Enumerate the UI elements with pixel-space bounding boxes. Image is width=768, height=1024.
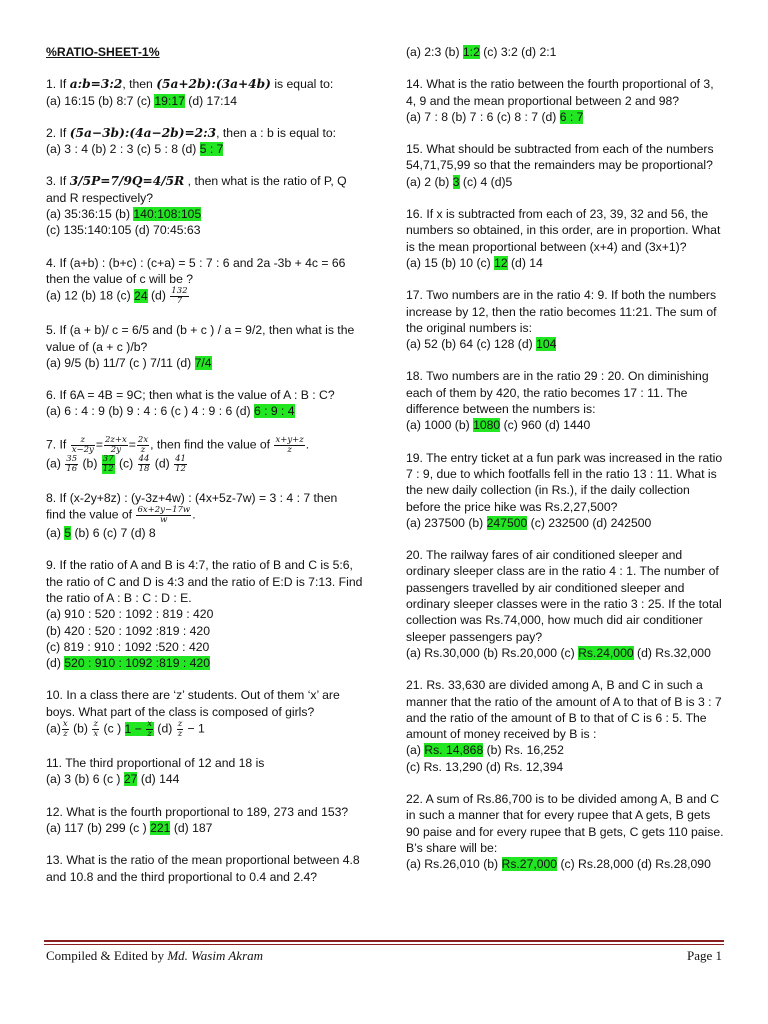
answer-highlight: 3 — [452, 174, 460, 189]
answer-highlight: 5 : 7 — [199, 142, 224, 157]
answer-highlight: 520 : 910 : 1092 :819 : 420 — [64, 656, 210, 671]
answer-highlight: Rs.27,000 — [501, 857, 558, 872]
answer-highlight: 27 — [123, 772, 138, 787]
question-16: 16. If x is subtracted from each of 23, 39, 32 and 56, the numbers so obtained, in this order, are in proportion. What is the mean proportional between (x+4) and (3x+1)? (a) 15 (b) 10 (c) 12 (d) 14 — [406, 207, 721, 270]
question-14: 14. What is the ratio between the fourth proportional of 3, 4, 9 and the mean proportional between 2 and 98? (a) 7 : 8 (b) 7 : 6 (c) 8 : 7 (d) 6 : 7 — [406, 77, 714, 124]
answer-highlight: 221 — [150, 820, 171, 835]
footer-author: Md. Wasim Akram — [167, 948, 264, 963]
answer-highlight: 6 : 9 : 4 — [253, 404, 295, 419]
answer-highlight: 12 — [494, 255, 508, 270]
question-18: 18. Two numbers are in the ratio 29 : 20. On diminishing each of them by 420, the ratio becomes 17 : 11. The difference between the numbers is: (a) 1000 (b) 1080 (c) 960 (d) 1440 — [406, 369, 709, 433]
question-1: 1. If a:b=3:2, then (5a+2b):(3a+4b) is equal to: (a) 16:15 (b) 8:7 (c) 19:17 (d) 17:14 — [46, 77, 334, 108]
question-19: 19. The entry ticket at a fun park was increased in the ratio 7 : 9, due to which footfalls fell in the ratio 13 : 11. What is the new daily collection (in Rs.), if the daily collection before the price hike was Rs.2,27,500? (a) 237500 (b) 247500 (c) 232500 (d) 242500 — [406, 450, 723, 530]
question-5: 5. If (a + b)/ c = 6/5 and (b + c ) / a = 9/2, then what is the value of (a + c )/b? (a) 9/5 (b) 11/7 (c ) 7/11 (d) 7/4 — [46, 323, 355, 370]
answer-highlight: 247500 — [486, 515, 528, 530]
left-column — [46, 44, 364, 901]
question-3: 3. If 3/5P=7/9Q=4/5R , then what is the ratio of P, Q and R respectively? (a) 35:36:15 (b) 140:108:105 (c) 135:140:105 (d) 70:45:63 — [46, 174, 347, 238]
question-15: 15. What should be subtracted from each of the numbers 54,71,75,99 so that the remainders may be proportional? (a) 2 (b) 3 (c) 4 (d)5 — [406, 142, 714, 189]
question-9: 9. If the ratio of A and B is 4:7, the ratio of B and C is 5:6, the ratio of C and D is 4:3 and the ratio of E:D is 7:13. Find the ratio of A : B : C : D : E. (a) 910 : 520 : 1092 : 819 : 420 (b) 420 : 520 : 1092 :819 : 420 (c) 819 : 910 : 1092 :520 : 420 (d) 520 : 910 : 1092 :819 : 420 — [46, 558, 363, 671]
question-17: 17. Two numbers are in the ratio 4: 9. If both the numbers increase by 12, then the ratio becomes 11:21. The sum of the original numbers is: (a) 52 (b) 64 (c) 128 (d) 104 — [406, 288, 717, 352]
question-4: 4. If (a+b) : (b+c) : (c+a) = 5 : 7 : 6 and 2a -3b + 4c = 66 then the value of c will be ? (a) 12 (b) 18 (c) 24 (d) $\frac{132}{7}$ — [46, 255, 346, 307]
answer-highlight: 6 : 7 — [559, 109, 584, 124]
question-7: 7. If $\frac{z}{x-2y}$ = $\frac{2z+x}{2y}$ = $\frac{2x}{z}$ , then find the value of $\frac{x+y+z}{z}$ . (a) $\frac{35}{16}$ (b) $\frac{37}{12}$ (c) $\frac{44}{18}$ (d) $\frac{41}{12}$ — [46, 434, 310, 474]
footer-credit: Compiled & Edited by Md. Wasim Akram — [46, 948, 264, 963]
answer-highlight: $\frac{37}{12}$ — [102, 453, 114, 474]
question-12: 12. What is the fourth proportional to 189, 273 and 153? (a) 117 (b) 299 (c ) 221 (d) 187 — [46, 804, 349, 835]
fraction: $\frac{132}{7}$ — [171, 286, 188, 307]
answer-highlight: 7/4 — [194, 355, 212, 370]
question-13: 13. What is the ratio of the mean proportional between 4.8 and 10.8 and the third proportional to 0.4 and 2.4? — [46, 853, 360, 884]
question-6: 6. If 6A = 4B = 9C; then what is the value of A : B : C? (a) 6 : 4 : 9 (b) 9 : 4 : 6 (c ) 4 : 9 : 6 (d) 6 : 9 : 4 — [46, 388, 335, 419]
answer-highlight: 24 — [134, 288, 148, 303]
question-20: 20. The railway fares of air conditioned sleeper and ordinary sleeper class are in the ratio 4 : 1. The number of passengers travelled by air conditioned sleeper and ordinary sleeper classes were in the ratio 3 : 25. If the total collection was Rs.74,000, how much did air conditioner sleeper passengers pay? (a) Rs.30,000 (b) Rs.20,000 (c) Rs.24,000 (d) Rs.32,000 — [406, 548, 722, 660]
answer-highlight: Rs. 14,868 — [424, 743, 484, 758]
answer-highlight: 140:108:105 — [133, 207, 202, 222]
answer-highlight: 19:17 — [154, 93, 185, 108]
answer-highlight: 1:2 — [462, 45, 480, 59]
answer-highlight: 1 − $\frac{x}{z}$ — [124, 719, 153, 740]
answer-highlight: 104 — [536, 337, 557, 352]
question-2: 2. If (5a−3b):(4a−2b)=2:3, then a : b is equal to: (a) 3 : 4 (b) 2 : 3 (c) 5 : 8 (d) 5 : 7 — [46, 125, 337, 157]
answer-highlight: 1080 — [473, 418, 501, 433]
question-8: 8. If (x-2y+8z) : (y-3z+4w) : (4x+5z-7w) = 3 : 4 : 7 then find the value of $\frac{6x+2y-17w}{w}$ . (a) 5 (b) 6 (c) 7 (d) 8 — [46, 490, 338, 541]
question-11: 11. The third proportional of 12 and 18 is (a) 3 (b) 6 (c ) 27 (d) 144 — [46, 756, 265, 787]
page-number: Page 1 — [686, 948, 722, 963]
question-22: 22. A sum of Rs.86,700 is to be divided among A, B and C in such a manner that for every rupee that A gets, B gets 90 paise and for every rupee that B gets, C gets 110 paise. B’s share will be: (a) Rs.26,010 (b) Rs.27,000 (c) Rs.28,000 (d) Rs.28,090 — [406, 791, 724, 872]
question-13-options: (a) 2:3 (b) 1:2 (c) 3:2 (d) 2:1 — [406, 45, 557, 59]
question-21: 21. Rs. 33,630 are divided among A, B and C in such a manner that the ratio of the amount of A to that of B is 3 : 7 and the ratio of the amount of B to that of C is 6 : 5. The amount of money received by B is : (a) Rs. 14,868 (b) Rs. 16,252 (c) Rs. 13,290 (d) Rs. 12,394 — [406, 678, 722, 774]
sheet-title: %RATIO-SHEET-1% — [46, 45, 160, 59]
right-column — [406, 44, 724, 888]
question-10: 10. In a class there are ‘z’ students. Out of them ‘x’ are boys. What part of the class is composed of girls? (a) $\frac{x}{z}$ (b) $\frac{z}{x}$ (c ) 1 − $\frac{x}{z}$ (d) $\frac{z}{z}$ − 1 — [46, 688, 340, 740]
footer-divider — [44, 940, 724, 945]
answer-highlight: 5 — [64, 526, 72, 541]
answer-highlight: Rs.24,000 — [578, 645, 634, 660]
